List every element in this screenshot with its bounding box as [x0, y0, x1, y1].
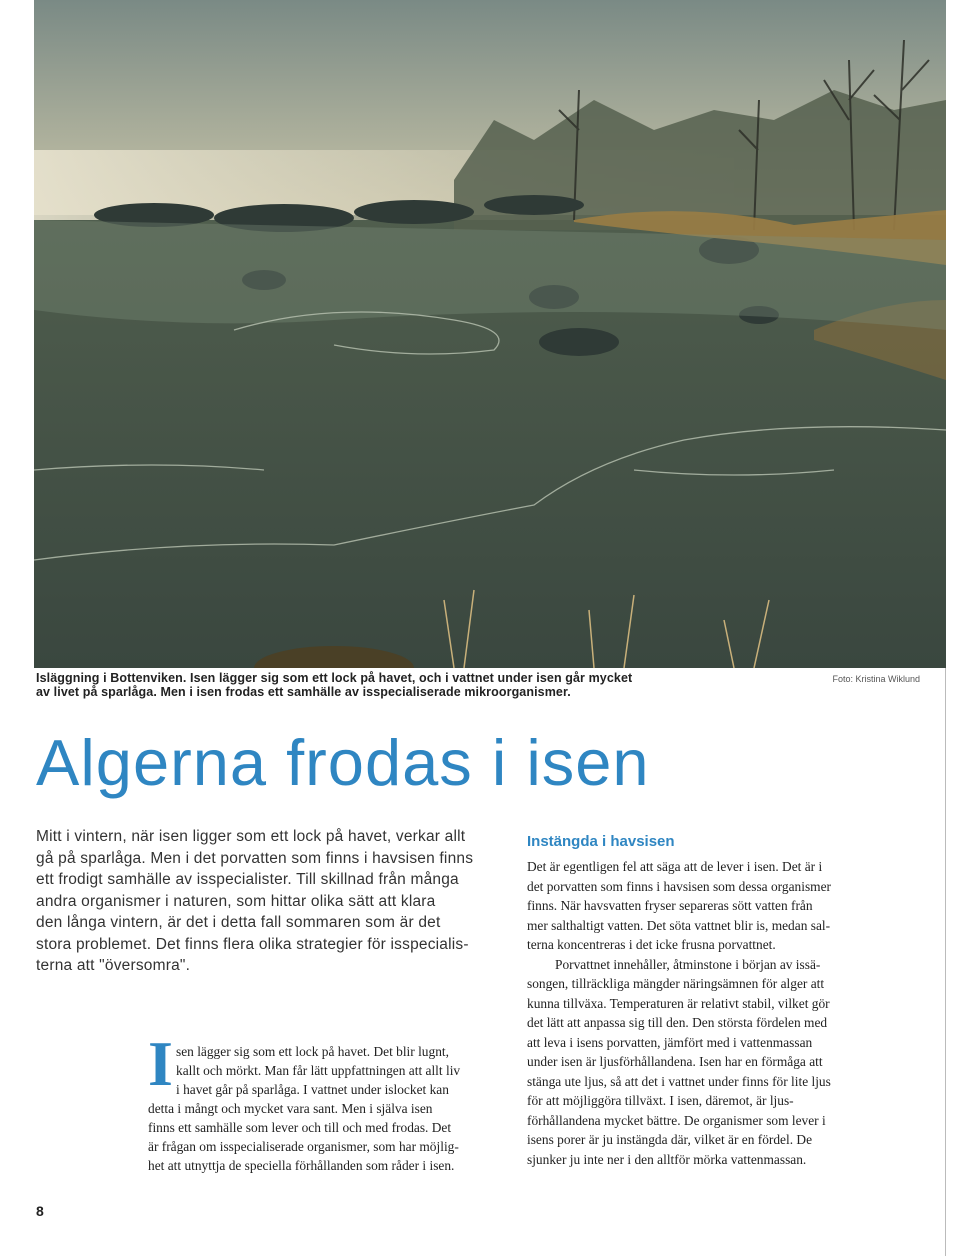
page-edge-rule — [945, 668, 946, 1256]
body-line: finns ett samhälle som lever och till och med frodas. Det — [148, 1120, 452, 1135]
body-line: för att möjliggöra tillväxt. I isen, däremot, är ljus- — [527, 1093, 794, 1108]
landscape-photo — [34, 0, 946, 668]
photo-caption — [36, 671, 756, 699]
lead-line: den långa vintern, är det i detta fall sommaren som är det — [36, 914, 441, 931]
body-line: det porvatten som finns i havsisen som dessa organismer — [527, 878, 831, 894]
caption-line-1: Isläggning i Bottenviken. Isen lägger sig som ett lock på havet, och i vattnet under isen går mycket — [36, 671, 633, 685]
body-line: stänga ute ljus, så att det i vattnet under finns för lite ljus — [527, 1073, 831, 1089]
body-line: songen, tillräckliga mängder näringsämnen för alger att — [527, 976, 825, 991]
body-column-right — [527, 857, 887, 1169]
photo-credit: Foto: Kristina Wiklund — [832, 674, 920, 684]
drop-cap: I — [148, 1028, 173, 1099]
body-line: kunna tillväxa. Temperaturen är relativt stabil, vilket gör — [527, 995, 830, 1011]
lead-line: stora problemet. Det finns flera olika strategier för isspecialis- — [36, 935, 469, 953]
lead-line: gå på sparlåga. Men i det porvatten som finns i havsisen finns — [36, 849, 474, 867]
caption-line-2: av livet på sparlåga. Men i isen frodas ett samhälle av isspecialiserade mikroorganismer. — [36, 685, 571, 699]
body-line: förhållandena mycket bättre. De organismer som lever i — [527, 1112, 826, 1128]
body-line: i havet går på sparlåga. I vattnet under islocket kan — [176, 1082, 449, 1097]
body-line: Porvattnet innehåller, åtminstone i början av issä- — [555, 956, 821, 972]
section-subheading: Instängda i havsisen — [527, 833, 675, 850]
body-line: det lätt att anpassa sig till den. Den största fördelen med — [527, 1015, 828, 1030]
lead-line: Mitt i vintern, när isen ligger som ett lock på havet, verkar allt — [36, 828, 466, 845]
page-number: 8 — [36, 1203, 44, 1219]
lead-line: andra organismer i naturen, som hittar olika sätt att klara — [36, 892, 436, 910]
lead-line: ett frodigt samhälle av isspecialister. Till skillnad från många — [36, 871, 459, 888]
body-column-left — [148, 1042, 498, 1175]
body-line: att leva i isens porvatten, jämfört med i vattenmassan — [527, 1034, 813, 1050]
body-line: sen lägger sig som ett lock på havet. Det blir lugnt, — [176, 1044, 449, 1059]
body-line: detta i mångt och mycket vara sant. Men i själva isen — [148, 1101, 433, 1116]
body-line: sjunker ju inte ner i den alltför mörka vattenmassan. — [527, 1151, 807, 1167]
body-line: terna koncentreras i det icke frusna porvattnet. — [527, 937, 776, 952]
body-line: kallt och mörkt. Man får lätt uppfattningen att allt liv — [176, 1063, 461, 1078]
body-line: Det är egentligen fel att säga att de lever i isen. Det är i — [527, 859, 823, 874]
body-line: under isen är ljusförhållandena. Isen har en förmåga att — [527, 1054, 823, 1069]
body-line: är frågan om isspecialiserade organismer, som har möjlig- — [148, 1139, 459, 1154]
body-line: het att utnyttja de speciella förhållanden som råder i isen. — [148, 1158, 455, 1173]
body-line: mer salthaltigt vatten. Det söta vattnet blir is, medan sal- — [527, 917, 831, 933]
article-headline: Algerna frodas i isen — [36, 726, 650, 799]
lead-paragraph — [36, 826, 506, 977]
lead-line: terna att "översomra". — [36, 957, 191, 974]
body-line: isens porer är ju instängda där, vilket är en fördel. De — [527, 1132, 813, 1147]
body-line: finns. När havsvatten fryser separeras sött vatten från — [527, 898, 813, 913]
